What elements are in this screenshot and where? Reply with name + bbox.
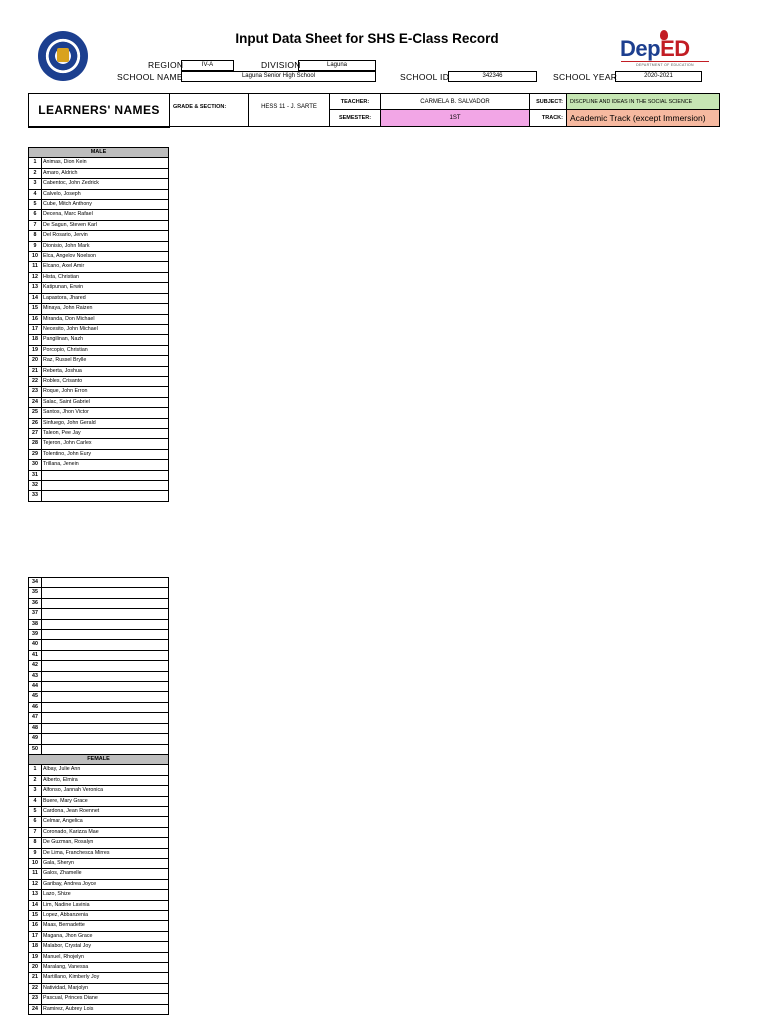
learner-row <box>29 765 169 775</box>
learner-row <box>29 692 169 702</box>
learner-row <box>29 827 169 837</box>
learner-number: 28 <box>29 439 42 449</box>
learner-number: 22 <box>29 376 42 386</box>
school-year-label: SCHOOL YEAR <box>553 72 618 82</box>
learner-number: 6 <box>29 817 42 827</box>
learner-number: 7 <box>29 827 42 837</box>
learner-name-cell[interactable]: Miranda, Don Michael <box>42 314 169 324</box>
learner-row <box>29 210 169 220</box>
learner-name-cell[interactable]: Amaro, Aldrich <box>42 168 169 178</box>
learner-name-cell[interactable]: Tolentino, John Eury <box>42 449 169 459</box>
learner-name-cell[interactable]: Cabentoc, John Zedrick <box>42 179 169 189</box>
teacher-value[interactable]: CARMELA B. SALVADOR <box>381 94 530 110</box>
region-label: REGION <box>148 60 184 70</box>
learner-row <box>29 252 169 262</box>
division-field[interactable]: Laguna <box>298 60 376 71</box>
learner-name-cell[interactable]: Tejeron, John Carlex <box>42 439 169 449</box>
learner-number: 11 <box>29 262 42 272</box>
learner-name-cell[interactable] <box>42 630 169 640</box>
learner-name-cell[interactable]: Albay, Julie Ann <box>42 765 169 775</box>
learner-number: 2 <box>29 775 42 785</box>
learners-heading-cell <box>29 94 170 127</box>
learner-row <box>29 262 169 272</box>
learner-name-cell[interactable]: Necesito, John Michael <box>42 324 169 334</box>
learner-number: 18 <box>29 335 42 345</box>
learner-row <box>29 952 169 962</box>
learner-row <box>29 376 169 386</box>
learner-number: 6 <box>29 210 42 220</box>
learner-number: 24 <box>29 1004 42 1014</box>
learner-name-cell[interactable]: Alberto, Elmira <box>42 775 169 785</box>
learner-name-cell[interactable]: Coronado, Karizza Mae <box>42 827 169 837</box>
learner-row <box>29 671 169 681</box>
learner-number: 34 <box>29 578 42 588</box>
learner-row <box>29 973 169 983</box>
learner-row <box>29 682 169 692</box>
learner-number: 9 <box>29 241 42 251</box>
learner-number: 9 <box>29 848 42 858</box>
learner-name-cell[interactable] <box>42 598 169 608</box>
learner-row <box>29 806 169 816</box>
learner-name-cell[interactable] <box>42 661 169 671</box>
learner-row <box>29 428 169 438</box>
learner-row <box>29 366 169 376</box>
learner-name-cell[interactable]: Reberta, Joshua <box>42 366 169 376</box>
learner-number: 7 <box>29 220 42 230</box>
learner-name-cell[interactable]: Cardona, Jean Roennet <box>42 806 169 816</box>
learner-number: 5 <box>29 200 42 210</box>
learner-name-cell[interactable]: Elca, Angelov Noelson <box>42 252 169 262</box>
learner-row <box>29 179 169 189</box>
learner-number: 35 <box>29 588 42 598</box>
learner-row <box>29 231 169 241</box>
learner-number: 16 <box>29 921 42 931</box>
teacher-label: TEACHER: <box>330 94 381 110</box>
learner-row <box>29 890 169 900</box>
learner-number: 2 <box>29 168 42 178</box>
learner-name-cell[interactable]: Lim, Nadine Lavinia <box>42 900 169 910</box>
learner-row <box>29 598 169 608</box>
learner-name-cell[interactable]: Roque, John Erron <box>42 387 169 397</box>
learner-number: 26 <box>29 418 42 428</box>
learner-number: 32 <box>29 481 42 491</box>
learner-number: 25 <box>29 408 42 418</box>
learner-name-cell[interactable] <box>42 671 169 681</box>
school-year-field[interactable]: 2020-2021 <box>615 71 702 82</box>
learner-name-cell[interactable]: Hista, Christian <box>42 272 169 282</box>
learner-name-cell[interactable]: Minaya, John Raizen <box>42 304 169 314</box>
learner-name-cell[interactable] <box>42 491 169 501</box>
learner-name-cell[interactable]: Maralang, Vanessa <box>42 963 169 973</box>
learner-number: 44 <box>29 682 42 692</box>
learner-name-cell[interactable]: Elcano, Axel Amir <box>42 262 169 272</box>
learner-number: 8 <box>29 231 42 241</box>
learner-name-cell[interactable] <box>42 682 169 692</box>
learner-row <box>29 324 169 334</box>
learner-name-cell[interactable]: Natividad, Marjolyn <box>42 983 169 993</box>
school-name-field[interactable]: Laguna Senior High School <box>181 71 376 82</box>
learner-name-cell[interactable] <box>42 650 169 660</box>
learner-number: 4 <box>29 189 42 199</box>
seal-emblem-icon <box>57 48 69 62</box>
learner-row <box>29 640 169 650</box>
learner-row <box>29 994 169 1004</box>
learner-row <box>29 1004 169 1014</box>
learner-number: 24 <box>29 397 42 407</box>
deped-logo: DepED <box>620 36 690 61</box>
learner-name-cell[interactable]: Calvelo, Joseph <box>42 189 169 199</box>
learner-number: 40 <box>29 640 42 650</box>
semester-label: SEMESTER: <box>330 110 381 127</box>
learner-number: 36 <box>29 598 42 608</box>
learner-name-cell[interactable]: Gala, Sheryn <box>42 858 169 868</box>
learner-number: 3 <box>29 786 42 796</box>
learner-name-cell[interactable] <box>42 609 169 619</box>
learner-row <box>29 734 169 744</box>
learner-row <box>29 314 169 324</box>
learner-row <box>29 650 169 660</box>
learner-name-cell[interactable]: Cube, Mitch Anthony <box>42 200 169 210</box>
learner-number: 4 <box>29 796 42 806</box>
learner-name-cell[interactable]: Lopez, Abbanzenia <box>42 911 169 921</box>
learner-number: 38 <box>29 619 42 629</box>
learner-number: 20 <box>29 356 42 366</box>
subject-label: SUBJECT: <box>530 94 567 110</box>
learner-number: 13 <box>29 890 42 900</box>
male-heading: MALE <box>29 148 169 158</box>
learner-row <box>29 241 169 251</box>
learner-name-cell[interactable] <box>42 713 169 723</box>
learner-row <box>29 335 169 345</box>
learner-number: 29 <box>29 449 42 459</box>
learner-name-cell[interactable]: Lazo, Shize <box>42 890 169 900</box>
learner-number: 31 <box>29 470 42 480</box>
school-name-label: SCHOOL NAME <box>117 72 183 82</box>
learner-row <box>29 723 169 733</box>
learner-row <box>29 189 169 199</box>
learner-row <box>29 491 169 501</box>
learner-row <box>29 439 169 449</box>
learner-row <box>29 630 169 640</box>
learner-number: 18 <box>29 942 42 952</box>
learner-number: 15 <box>29 911 42 921</box>
learner-row <box>29 460 169 470</box>
learner-number: 15 <box>29 304 42 314</box>
learner-row <box>29 578 169 588</box>
learner-row <box>29 470 169 480</box>
learner-row <box>29 702 169 712</box>
learner-row <box>29 744 169 754</box>
learner-name-cell[interactable]: Manuel, Rhojelyn <box>42 952 169 962</box>
learner-number: 13 <box>29 283 42 293</box>
learner-name-cell[interactable] <box>42 692 169 702</box>
learner-number: 19 <box>29 952 42 962</box>
learner-row <box>29 200 169 210</box>
learner-number: 20 <box>29 963 42 973</box>
learner-number: 12 <box>29 272 42 282</box>
learner-row <box>29 817 169 827</box>
learner-number: 46 <box>29 702 42 712</box>
learner-name-cell[interactable]: Dionisio, John Mark <box>42 241 169 251</box>
learner-row <box>29 786 169 796</box>
subject-value[interactable]: DISCPLINE AND IDEAS IN THE SOCIAL SCIENCE <box>567 94 720 110</box>
learner-name-cell[interactable] <box>42 640 169 650</box>
learner-number: 11 <box>29 869 42 879</box>
learner-number: 39 <box>29 630 42 640</box>
learner-number: 22 <box>29 983 42 993</box>
learner-number: 49 <box>29 734 42 744</box>
learner-number: 48 <box>29 723 42 733</box>
track-value[interactable]: Academic Track (except Immersion) <box>567 110 720 127</box>
learner-number: 16 <box>29 314 42 324</box>
learner-name-cell[interactable]: Ramirez, Aubrey Lois <box>42 1004 169 1014</box>
school-id-label: SCHOOL ID <box>400 72 450 82</box>
learner-row <box>29 220 169 230</box>
region-field[interactable]: IV-A <box>181 60 234 71</box>
learner-name-cell[interactable]: Martillano, Kimberly Joy <box>42 973 169 983</box>
learner-name-cell[interactable]: Lapastora, Jhared <box>42 293 169 303</box>
learner-name-cell[interactable]: Salac, Saint Gabriel <box>42 397 169 407</box>
learner-number: 27 <box>29 428 42 438</box>
learner-number: 41 <box>29 650 42 660</box>
learner-row <box>29 449 169 459</box>
learner-name-cell[interactable]: Garibay, Andrea Joyce <box>42 879 169 889</box>
learner-number: 19 <box>29 345 42 355</box>
semester-value[interactable]: 1ST <box>381 110 530 127</box>
learner-name-cell[interactable]: De Lima, Franchesca Mirres <box>42 848 169 858</box>
learner-name-cell[interactable] <box>42 734 169 744</box>
learner-name-cell[interactable]: Raz, Russel Brylle <box>42 356 169 366</box>
learner-row <box>29 588 169 598</box>
learner-row <box>29 418 169 428</box>
learner-row <box>29 293 169 303</box>
learner-row <box>29 387 169 397</box>
learner-row <box>29 713 169 723</box>
learner-row <box>29 869 169 879</box>
learner-row <box>29 356 169 366</box>
learner-row <box>29 619 169 629</box>
learner-name-cell[interactable] <box>42 744 169 754</box>
division-label: DIVISION <box>261 60 301 70</box>
learner-name-cell[interactable] <box>42 481 169 491</box>
grade-section-label: GRADE & SECTION: <box>170 94 249 127</box>
learner-number: 1 <box>29 765 42 775</box>
deped-logo-subtext: DEPARTMENT OF EDUCATION <box>621 61 709 67</box>
learner-name-cell[interactable]: Taleon, Pee Jay <box>42 428 169 438</box>
learner-name-cell[interactable]: Santos, Jhon Victor <box>42 408 169 418</box>
learner-name-cell[interactable]: Malabor, Crystal Joy <box>42 942 169 952</box>
learner-number: 45 <box>29 692 42 702</box>
learner-number: 23 <box>29 994 42 1004</box>
learner-name-cell[interactable] <box>42 588 169 598</box>
learner-name-cell[interactable]: Porcopio, Christian <box>42 345 169 355</box>
learner-number: 21 <box>29 973 42 983</box>
male-learners-table <box>28 147 169 502</box>
learner-name-cell[interactable]: Alfonso, Jannah Veronica <box>42 786 169 796</box>
learner-number: 14 <box>29 900 42 910</box>
learner-number: 1 <box>29 158 42 168</box>
learner-row <box>29 609 169 619</box>
learner-name-cell[interactable]: Celmar, Angelica <box>42 817 169 827</box>
learner-number: 30 <box>29 460 42 470</box>
learner-name-cell[interactable] <box>42 619 169 629</box>
learner-number: 8 <box>29 838 42 848</box>
learner-row <box>29 775 169 785</box>
track-label: TRACK: <box>530 110 567 127</box>
learner-row <box>29 408 169 418</box>
learner-number: 43 <box>29 671 42 681</box>
learner-row <box>29 931 169 941</box>
learner-name-cell[interactable]: Del Rosario, Jervin <box>42 231 169 241</box>
learner-name-cell[interactable]: Pangilinan, Nazh <box>42 335 169 345</box>
learner-row <box>29 272 169 282</box>
school-id-field[interactable]: 342346 <box>448 71 537 82</box>
learner-name-cell[interactable]: Trillana, Jenein <box>42 460 169 470</box>
learner-number: 3 <box>29 179 42 189</box>
learner-row <box>29 345 169 355</box>
learner-row <box>29 983 169 993</box>
learner-name-cell[interactable]: Animas, Dion Kein <box>42 158 169 168</box>
grade-section-value[interactable]: HESS 11 - J. SARTE <box>249 94 330 127</box>
learner-name-cell[interactable] <box>42 723 169 733</box>
learner-row <box>29 283 169 293</box>
learner-name-cell[interactable]: Pascual, Princes Diane <box>42 994 169 1004</box>
learner-number: 17 <box>29 931 42 941</box>
learner-row <box>29 963 169 973</box>
learner-row <box>29 661 169 671</box>
learner-number: 33 <box>29 491 42 501</box>
learners-heading: LEARNERS' NAMES <box>38 102 160 117</box>
male-learners-table-continued <box>28 577 169 1015</box>
learner-row <box>29 858 169 868</box>
learner-row <box>29 911 169 921</box>
learner-number: 12 <box>29 879 42 889</box>
learner-row <box>29 158 169 168</box>
learner-name-cell[interactable]: Robles, Crisanto <box>42 376 169 386</box>
learner-name-cell[interactable]: Maas, Bernadette <box>42 921 169 931</box>
learner-name-cell[interactable]: Galos, Zhamelle <box>42 869 169 879</box>
learner-row <box>29 879 169 889</box>
learner-name-cell[interactable]: Buere, Mary Grace <box>42 796 169 806</box>
female-heading: FEMALE <box>29 754 169 764</box>
learner-row <box>29 848 169 858</box>
learner-row <box>29 397 169 407</box>
learner-number: 17 <box>29 324 42 334</box>
learner-number: 37 <box>29 609 42 619</box>
learner-number: 21 <box>29 366 42 376</box>
learner-number: 10 <box>29 252 42 262</box>
class-info-table <box>28 93 720 128</box>
learner-number: 10 <box>29 858 42 868</box>
learner-name-cell[interactable]: Sinfuego, John Gerald <box>42 418 169 428</box>
learner-name-cell[interactable]: Decena, Marc Rafael <box>42 210 169 220</box>
learner-name-cell[interactable]: De Sagun, Steven Karl <box>42 220 169 230</box>
learner-number: 23 <box>29 387 42 397</box>
learner-number: 47 <box>29 713 42 723</box>
learner-number: 42 <box>29 661 42 671</box>
learner-number: 50 <box>29 744 42 754</box>
learner-name-cell[interactable]: Magana, Jhon Grace <box>42 931 169 941</box>
sheet-title: Input Data Sheet for SHS E-Class Record <box>235 31 499 46</box>
learner-row <box>29 304 169 314</box>
learner-number: 5 <box>29 806 42 816</box>
learner-row <box>29 168 169 178</box>
learner-name-cell[interactable] <box>42 702 169 712</box>
learner-row <box>29 838 169 848</box>
learner-row <box>29 481 169 491</box>
learner-row <box>29 921 169 931</box>
learner-number: 14 <box>29 293 42 303</box>
learner-name-cell[interactable] <box>42 470 169 480</box>
learner-row <box>29 796 169 806</box>
learner-name-cell[interactable]: Katipunan, Erwin <box>42 283 169 293</box>
learner-name-cell[interactable]: De Guzman, Rosalyn <box>42 838 169 848</box>
learner-name-cell[interactable] <box>42 578 169 588</box>
learner-row <box>29 900 169 910</box>
learner-row <box>29 942 169 952</box>
